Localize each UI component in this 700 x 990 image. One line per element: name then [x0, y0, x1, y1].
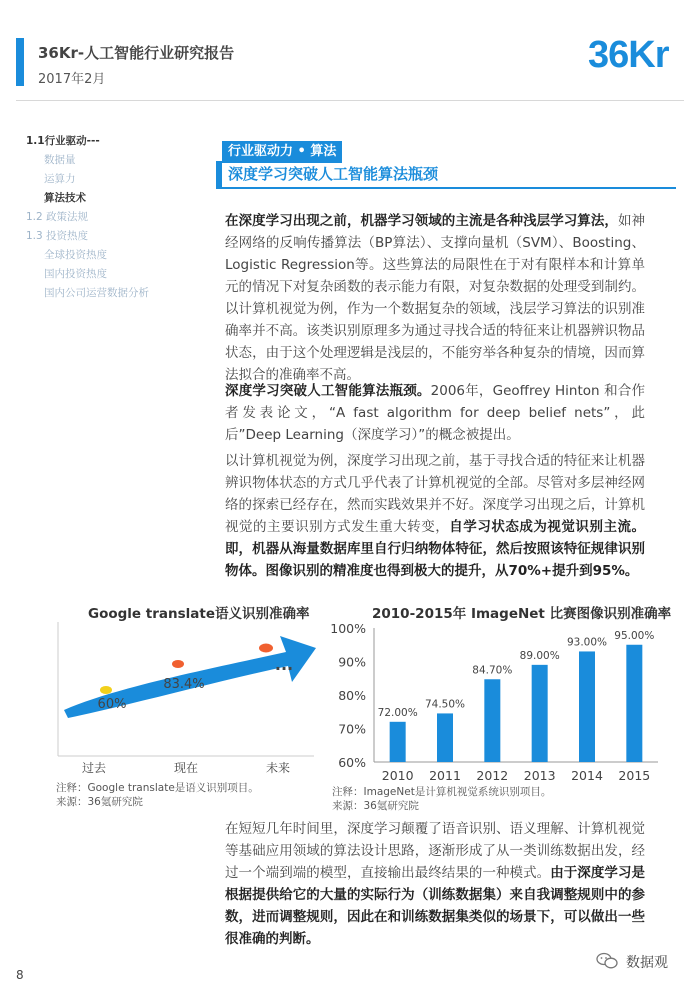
bar	[437, 713, 453, 762]
bar	[626, 645, 642, 762]
bar-value-label: 72.00%	[377, 706, 418, 719]
bar	[579, 651, 595, 762]
x-tick-label: 现在	[173, 761, 199, 775]
toc-item[interactable]: 运算力	[44, 173, 76, 185]
x-tick-label: 2015	[618, 768, 651, 783]
bar-value-label: 95.00%	[614, 629, 655, 642]
header-accent-bar	[16, 38, 24, 86]
bar	[484, 679, 500, 762]
x-tick-label: 2010	[381, 768, 414, 783]
chart-imagenet-source: 来源：36氪研究院	[332, 800, 419, 812]
x-tick-label: 2013	[523, 768, 556, 783]
bar-value-label: 74.50%	[424, 698, 466, 711]
data-point	[259, 644, 273, 653]
wechat-icon	[596, 952, 618, 970]
paragraph-3	[225, 450, 645, 582]
point-label: 60%	[97, 697, 127, 712]
toc-item[interactable]: 数据量	[44, 154, 76, 166]
report-date: 2017年2月	[38, 72, 106, 87]
logo-text: 36Kr	[588, 34, 669, 76]
y-tick-label: 100%	[330, 621, 366, 636]
x-tick-label: 2011	[429, 768, 461, 783]
toc-item[interactable]: 1.1行业驱动---	[26, 135, 100, 147]
y-tick-label: 70%	[338, 721, 366, 737]
header-divider	[16, 100, 684, 101]
chart-google-source: 来源：36氪研究院	[56, 796, 143, 808]
toc-item[interactable]: 全球投资热度	[44, 249, 107, 261]
paragraph-1-bold: 在深度学习出现之前，机器学习领域的主流是各种浅层学习算法，	[225, 213, 618, 229]
wechat-watermark	[596, 950, 686, 974]
paragraph-3-text: 以计算机视觉为例，深度学习出现之前，基于寻找合适的特征来让机器辨识物体状态的方式几乎代表了计算机视觉的全部。尽管对多层神经网络的探索已经存在，然而实践效果并不好。深度学习出现之后，计算机视觉的主要识别方式发生重大转变，	[225, 453, 645, 535]
chart-google-translate	[54, 618, 318, 778]
bar	[532, 665, 548, 762]
paragraph-1-text: 如神经网络的反响传播算法（BP算法）、支撑向量机（SVM）、Boosting、Logistic Regression等。这些算法的局限性在于对有限样本和计算单元的情况下对复杂函数的表示能力有限，对复杂数据的处理受到制约。以计算机视觉为例，作为一个数据复杂的领域，浅层学习算法的识别准确率并不高。该类识别原理多为通过寻找合适的特征来让机器辨识物品状态，由于这个处理逻辑是浅层的，不能穷举各种复杂的情境，因而算法拟合的准确率不高。	[225, 213, 646, 383]
bar-value-label: 89.00%	[519, 649, 560, 662]
section-heading: 深度学习突破人工智能算法瓶颈	[216, 161, 676, 189]
paragraph-3-bold: 自学习状态成为视觉识别主流。即，机器从海量数据库里自行归纳物体特征，然后按照该特征规律识别物体。图像识别的精准度也得到极大的提升，从70%+提升到95%。	[225, 519, 646, 579]
toc-item[interactable]: 算法技术	[44, 192, 86, 204]
x-tick-label: 2012	[476, 768, 509, 783]
toc-item[interactable]: 国内投资热度	[44, 268, 107, 280]
paragraph-4-text: 在短短几年时间里，深度学习颠覆了语音识别、语义理解、计算机视觉等基础应用领域的算法设计思路，逐渐形成了从一类训练数据出发，经过一个端到端的模型，直接输出最终结果的一种模式。	[225, 821, 645, 881]
data-point	[100, 686, 112, 694]
wechat-text: 数据观	[626, 955, 668, 971]
brand-logo	[588, 34, 678, 84]
paragraph-2-text: 2006年，Geoffrey Hinton 和合作者发表论文，“A fast algorithm for deep belief nets”，此后”Deep Learning（深度学习）”的概念被提出。	[225, 383, 646, 443]
section-tag: 行业驱动力 • 算法	[222, 141, 342, 163]
bar-value-label: 84.70%	[472, 664, 513, 677]
y-tick-label: 90%	[338, 654, 366, 670]
chart-imagenet-title: 2010-2015年 ImageNet 比赛图像识别准确率	[372, 606, 672, 622]
point-label: ...	[274, 655, 294, 674]
x-tick-label: 2014	[571, 768, 603, 783]
table-of-contents	[26, 132, 206, 303]
x-tick-label: 未来	[265, 761, 291, 775]
paragraph-4-bold: 由于深度学习是根据提供给它的大量的实际行为（训练数据集）来自我调整规则中的参数，进而调整规则，因此在和训练数据集类似的场景下，可以做出一些很准确的判断。	[225, 865, 646, 947]
chart-google-title: Google translate语义识别准确率	[88, 606, 310, 622]
paragraph-2	[225, 380, 645, 446]
paragraph-4	[225, 818, 645, 950]
y-tick-label: 60%	[338, 755, 366, 770]
paragraph-1	[225, 210, 645, 386]
toc-item[interactable]: 国内公司运营数据分析	[44, 287, 149, 299]
x-tick-label: 过去	[81, 761, 107, 775]
data-point	[172, 660, 184, 668]
page-number: 8	[16, 968, 24, 982]
report-title: 36Kr-人工智能行业研究报告	[38, 44, 235, 62]
bar-value-label: 93.00%	[566, 636, 608, 649]
toc-item[interactable]: 1.2 政策法规	[26, 211, 89, 223]
chart-google-note: 注释：Google translate是语义识别项目。	[56, 782, 259, 794]
chart-imagenet-note: 注释：ImageNet是计算机视觉系统识别项目。	[332, 786, 552, 798]
y-tick-label: 80%	[338, 688, 366, 703]
paragraph-2-bold: 深度学习突破人工智能算法瓶颈。	[225, 383, 431, 399]
toc-item[interactable]: 1.3 投资热度	[26, 230, 89, 242]
bar	[390, 722, 406, 762]
point-label: 83.4%	[163, 677, 205, 692]
chart-imagenet	[322, 618, 662, 790]
